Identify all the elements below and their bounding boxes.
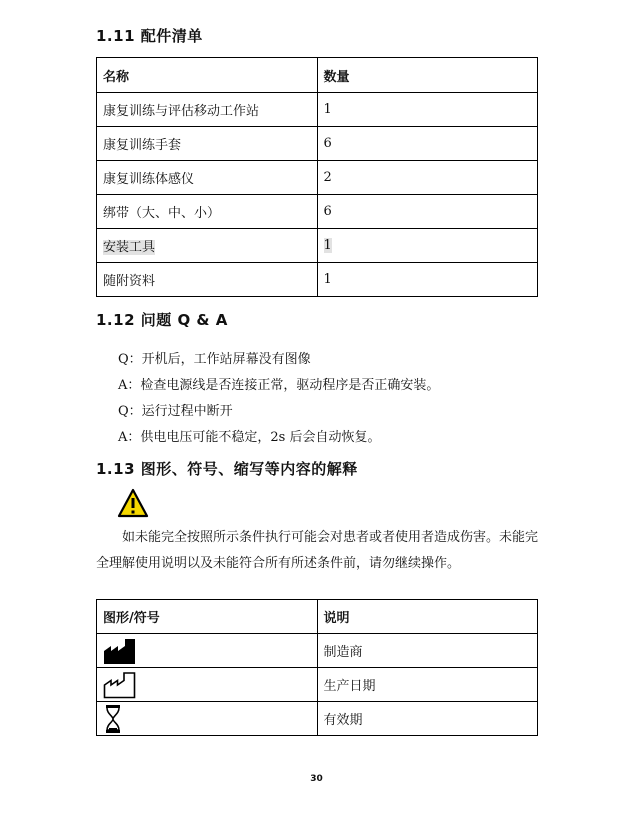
table-row (97, 229, 538, 263)
table-row (97, 634, 538, 668)
item-name: 安装工具 (97, 229, 318, 263)
section-heading-qa: 1.12 问题 Q & A (96, 311, 228, 329)
table-row (97, 127, 538, 161)
qa-line: A：检查电源线是否连接正常，驱动程序是否正确安装。 (118, 378, 440, 393)
symbols-table (96, 599, 538, 736)
hourglass-expiry-icon (103, 704, 123, 734)
qa-line: Q：运行过程中断开 (118, 404, 233, 419)
item-qty: 1 (317, 93, 537, 127)
table-row (97, 195, 538, 229)
item-qty: 6 (317, 195, 537, 229)
item-name: 随附资料 (97, 263, 318, 297)
manufacture-date-icon (103, 671, 137, 699)
item-name: 康复训练手套 (97, 127, 318, 161)
qa-line: A：供电电压可能不稳定，2s 后会自动恢复。 (118, 430, 381, 445)
item-qty: 2 (317, 161, 537, 195)
qa-line: Q：开机后，工作站屏幕没有图像 (118, 352, 311, 367)
item-name: 康复训练体感仪 (97, 161, 318, 195)
item-name: 康复训练与评估移动工作站 (97, 93, 318, 127)
table-row (97, 161, 538, 195)
item-qty: 6 (317, 127, 537, 161)
symbol-description: 有效期 (317, 702, 537, 736)
header-name: 名称 (97, 58, 318, 93)
section-heading-accessories: 1.11 配件清单 (96, 27, 203, 45)
header-qty: 数量 (317, 58, 537, 93)
page-number: 30 (310, 774, 323, 784)
warning-paragraph: 如未能完全按照所示条件执行可能会对患者或者使用者造成伤害。未能完全理解使用说明以及未能符合所有所述条件前，请勿继续操作。 (96, 530, 539, 571)
section-heading-symbols: 1.13 图形、符号、缩写等内容的解释 (96, 460, 358, 478)
table-row (97, 93, 538, 127)
item-name: 绑带（大、中、小） (97, 195, 318, 229)
table-header-row (97, 58, 538, 93)
table-header-row (97, 600, 538, 634)
accessories-table (96, 57, 538, 297)
symbol-description: 制造商 (317, 634, 537, 668)
item-qty: 1 (317, 229, 537, 263)
table-row (97, 263, 538, 297)
table-row (97, 702, 538, 736)
item-qty: 1 (317, 263, 537, 297)
manufacturer-icon (103, 637, 137, 665)
symbol-description: 生产日期 (317, 668, 537, 702)
header-description: 说明 (317, 600, 537, 634)
table-row (97, 668, 538, 702)
warning-triangle-icon (117, 488, 149, 518)
header-symbol: 图形/符号 (97, 600, 318, 634)
